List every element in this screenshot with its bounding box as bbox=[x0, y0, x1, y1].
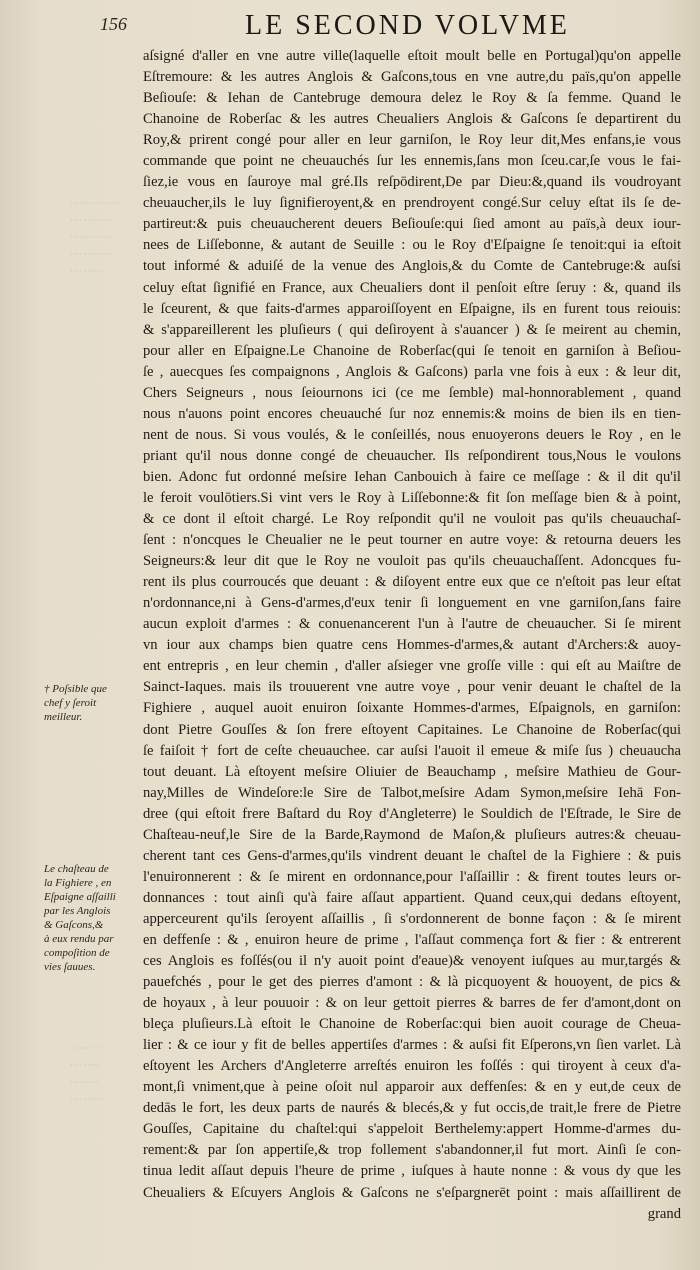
text-line: partireut:& puis cheuaucherent deuers Beſiouſe:qui ſied amont au païs,à deux iour- bbox=[143, 216, 681, 233]
text-line: nent de nous. Si vous voulés, & le conſeillés, nous enuoyerons deuers le Roy , en le bbox=[143, 426, 681, 443]
text-line: celuy eſtat ſignifié en France, aux Cheualiers dont il penſoit eſtre ſeruy : &, quand ils bbox=[143, 279, 681, 296]
text-line: ſiez,ie vous en ſauroye mal gré.Ils reſpōdirent,De par Dieu:&,quand ils voudroyant bbox=[143, 174, 681, 191]
text-line: aſsigné d'aller en vne autre ville(laquelle eſtoit moult belle en Portugal)qu'on appelle bbox=[143, 48, 681, 64]
margin-note-line: meilleur. bbox=[44, 711, 83, 723]
text-line: le feroit voulōtiers.Si vint vers le Roy à Liſſebonne:& fit ſon meſſage bien & à point, bbox=[143, 489, 681, 506]
text-line: ſent : n'oncques le Cheualier ne le peut tourner en autre voye: & retourna deuers les bbox=[143, 532, 681, 549]
text-line: Fighiere , auquel auoit enuiron ſoixante Hommes-d'armes, Eſpaignols, en garniſon: bbox=[143, 700, 681, 717]
margin-note-line: vies ſauues. bbox=[44, 961, 96, 973]
text-line: & ce dont il eſtoit chargé. Le Roy reſpondit qu'il ne vouloit pas qu'ils cheuauchaſ- bbox=[143, 511, 681, 528]
margin-note-line: & Gaſcons,& bbox=[44, 919, 104, 931]
text-line: Beſiouſe: & Iehan de Cantebruge demoura delez le Roy & ſa femme. Quand le bbox=[143, 90, 681, 107]
text-line: aucun exploit d'armes : & conuenancerent l'un à l'autre de cheuaucher. Si ſe mirent bbox=[143, 616, 681, 633]
text-line: ſe , auecques ſes compaignons , Anglois & Gaſcons) parla vne fois à eux : & leur dit, bbox=[143, 363, 681, 380]
text-line: nous n'auons point encores cheuauché ſur noz ennemis:& moins de bien ils en tien- bbox=[143, 405, 681, 422]
text-line: ſe faiſoit † fort de ceſte cheuauchee. car auſsi l'auoit il emeue & miſe ſus ) cheuaucha bbox=[143, 742, 681, 759]
text-line: de hoyaux , à leur pouuoir : & on leur gettoit pierres & barres de fer d'amont,dont on bbox=[143, 995, 681, 1012]
text-line: Cheualiers & Eſcuyers Anglois & Gaſcons ne s'eſpargnerēt point : mais aſſaillirent de bbox=[143, 1184, 681, 1201]
text-line: dree (qui eſtoit frere Baſtard du Roy d'Angleterre) le Souldich de l'Eſtrade, le Sire de bbox=[143, 805, 681, 822]
text-line: en deffenſe : & , enuiron heure de prime , l'aſſaut commença fort & fier : & entrerent bbox=[143, 931, 681, 948]
text-line: Roy,& prirent congé pour aller en leur garniſon, le Roy leur dit,Mes enfans,ie vous bbox=[143, 132, 681, 149]
text-line: Seigneurs:& leur dit que le Roy ne vouloit pas qu'ils cheuauchaſſent. Adoncques fu- bbox=[143, 553, 681, 570]
margin-note-line: par les Anglois bbox=[44, 905, 111, 917]
text-line: priant qu'il nous donne congé de cheuaucher. Ils reſpondirent tous,Nous le voulons bbox=[143, 447, 681, 464]
margin-note-line: Eſpaigne aſſailli bbox=[44, 891, 116, 903]
text-line: cheuaucher,ils le luy ſignifieroyent,& en prendroyent congé.Sur celuy eſtat ils ſe de- bbox=[143, 195, 681, 212]
text-line: Sainct-Iaques. mais ils trouuerent vne autre voye , pour venir deuant le chaſtel de la bbox=[143, 679, 681, 696]
text-line: & s'appareillerent les pluſieurs ( qui deſiroyent à s'auancer ) & ſe meirent au chemin, bbox=[143, 321, 681, 338]
text-line: pauefchés , pour le get des pierres d'amont : & là picquoyent & houoyent, de pics & bbox=[143, 974, 681, 991]
margin-note-2 bbox=[44, 862, 136, 974]
text-line: Gouſſes, Capitaine du chaſtel:qui s'appeloit Berthelemy:appert Homme-d'armes du- bbox=[143, 1121, 681, 1138]
text-line: bleça pluſieurs.Là eſtoit le Chanoine de Roberſac:qui bien auoit courage de Cheua- bbox=[143, 1016, 681, 1033]
margin-note-1 bbox=[44, 682, 136, 724]
margin-note-line: la Fighiere , en bbox=[44, 877, 112, 889]
text-line: le ſceurent, & que faits-d'armes apparoiſſoyent en Eſpaigne, ils en furent tous reiouis: bbox=[143, 300, 681, 317]
text-line: l'enuironnerent : & ſe mirent en ordonnance,pour l'aſſaillir : & firent toutes leurs or- bbox=[143, 868, 681, 885]
text-line: n'ordonnance,ni à Gens-d'armes,d'eux tenir ſi longuement en vne garniſon,ſans faire bbox=[143, 595, 681, 612]
text-line: rent ils plus courroucés que deuant : & diſoyent entre eux que ce n'eſtoit pas leur eſtat bbox=[143, 574, 681, 591]
text-line: mont,ſi vniment,que à peine oſoit nul apparoir aux deffenſes: & en y eut,de ceux de bbox=[143, 1079, 681, 1096]
page-number: 156 bbox=[100, 14, 127, 34]
text-line: ces Anglois es foſſés(ou il n'y auoit point d'eaue)& venoyent iuſques au mur,targés & bbox=[143, 953, 681, 970]
text-line: eſtoyent les Archers d'Angleterre arreſtés enuiron les foſſés : qui tiroyent à ceux d'a- bbox=[143, 1058, 681, 1075]
text-line: Eſtremoure: & les autres Anglois & Gaſcons,tous en vne autre,du païs,qu'on appelle bbox=[143, 69, 681, 86]
text-line: vn iour aux champs bien quatre cens Hommes-d'armes,& autant d'Archers:& auoy- bbox=[143, 637, 681, 654]
text-line: nees de Liſſebonne, & autant de Seuille : ou le Roy d'Eſpaigne ſe tenoit:qui ia eſtoit bbox=[143, 237, 681, 254]
text-line: donnances : tout ainſi qu'à faire aſſaut appartient. Quand ceux,qui dedans eſtoyent, bbox=[143, 889, 681, 906]
text-line: tinua ledit aſſaut depuis l'heure de prime , iuſques à haute nonne : & vous dy que les bbox=[143, 1163, 681, 1180]
text-line: cherent tant ces Gens-d'armes,qu'ils vindrent deuant le chaſtel de la Fighiere : & puis bbox=[143, 847, 681, 864]
text-line: commande que point ne cheuauchés ſur les ennemis,ſans mon ſceu.car,ſe vous le fai- bbox=[143, 153, 681, 170]
text-line: tout informé & aduiſé de la venue des Anglois,& du Comte de Cantebruge:& auſsi bbox=[143, 258, 681, 275]
text-line: apperceurent qu'ils ſeroyent aſſaillis , ſi s'ordonnerent de bonne façon : & ſe mirent bbox=[143, 910, 681, 927]
text-line: Chanoine de Roberſac & les autres Cheualiers Anglois & Gaſcons ſe departirent du bbox=[143, 111, 681, 128]
text-line: Chers Seigneurs , nous ſeiournons ici (ce me ſemble) mal-honnorablement , quand bbox=[143, 384, 681, 401]
margin-note-line: à eux rendu par bbox=[44, 933, 114, 945]
main-text-block bbox=[143, 46, 681, 1225]
text-line: dont Pietre Gouſſes & ſon frere eſtoyent Capitaines. Le Chanoine de Roberſac(qui bbox=[143, 721, 681, 738]
margin-note-line: compoſition de bbox=[44, 947, 110, 959]
text-line: pour aller en Eſpaigne.Le Chanoine de Roberſac(qui ſe tenoit en garniſon à Beſiou- bbox=[143, 342, 681, 359]
text-line: lier : & ce iour y fit de belles appertiſes d'armes : & auſsi fit Eſperons,vn ſien varlet. Là bbox=[143, 1037, 681, 1054]
show-through-text: ········ ··· ···· ···· ······ ··· ······ ·· ····· ···· ········· ···· ······ bbox=[70, 198, 120, 276]
text-line: nay,Milles de Windeſore:le Sire de Talbot,meſsire Adam Symon,meſsire Iehā Fon- bbox=[143, 784, 681, 801]
text-line: dedās le fort, les deux parts de naurés & blecés,& y fut occis,de trait,le frere de Pietre bbox=[143, 1100, 681, 1117]
running-title: LE SECOND VOLVME bbox=[245, 10, 570, 41]
text-line: tout deuant. Là eſtoyent meſsire Oliuier de Beauchamp , meſsire Mathieu de Gour- bbox=[143, 763, 681, 780]
text-line: Chaſteau-neuf,le Sire de la Barde,Raymond de Maſon,& pluſieurs autres:& cheuau- bbox=[143, 826, 681, 843]
margin-note-line: chef y ſeroit bbox=[44, 697, 97, 709]
catchword: grand bbox=[647, 1205, 681, 1222]
show-through-text-lower: ······ ···· ···· ····· ······ ··· ···· ······· bbox=[70, 1043, 106, 1104]
text-line: bien. Adonc fut ordonné meſsire Iehan Canbouich à faire ce meſſage : & il dit qu'il bbox=[143, 468, 681, 485]
text-line: ent entrepris , en leur chemin , d'aller aſsieger vne groſſe ville : qui eſt au Maiſtre de bbox=[143, 658, 681, 675]
text-line: rement:& par ſon appertiſe,& trop follement s'abandonner,il fut mort. Ainſi ſe con- bbox=[143, 1142, 681, 1159]
margin-note-line: Le chaſteau de bbox=[44, 863, 109, 875]
margin-note-line: † Poſsible que bbox=[44, 683, 107, 695]
